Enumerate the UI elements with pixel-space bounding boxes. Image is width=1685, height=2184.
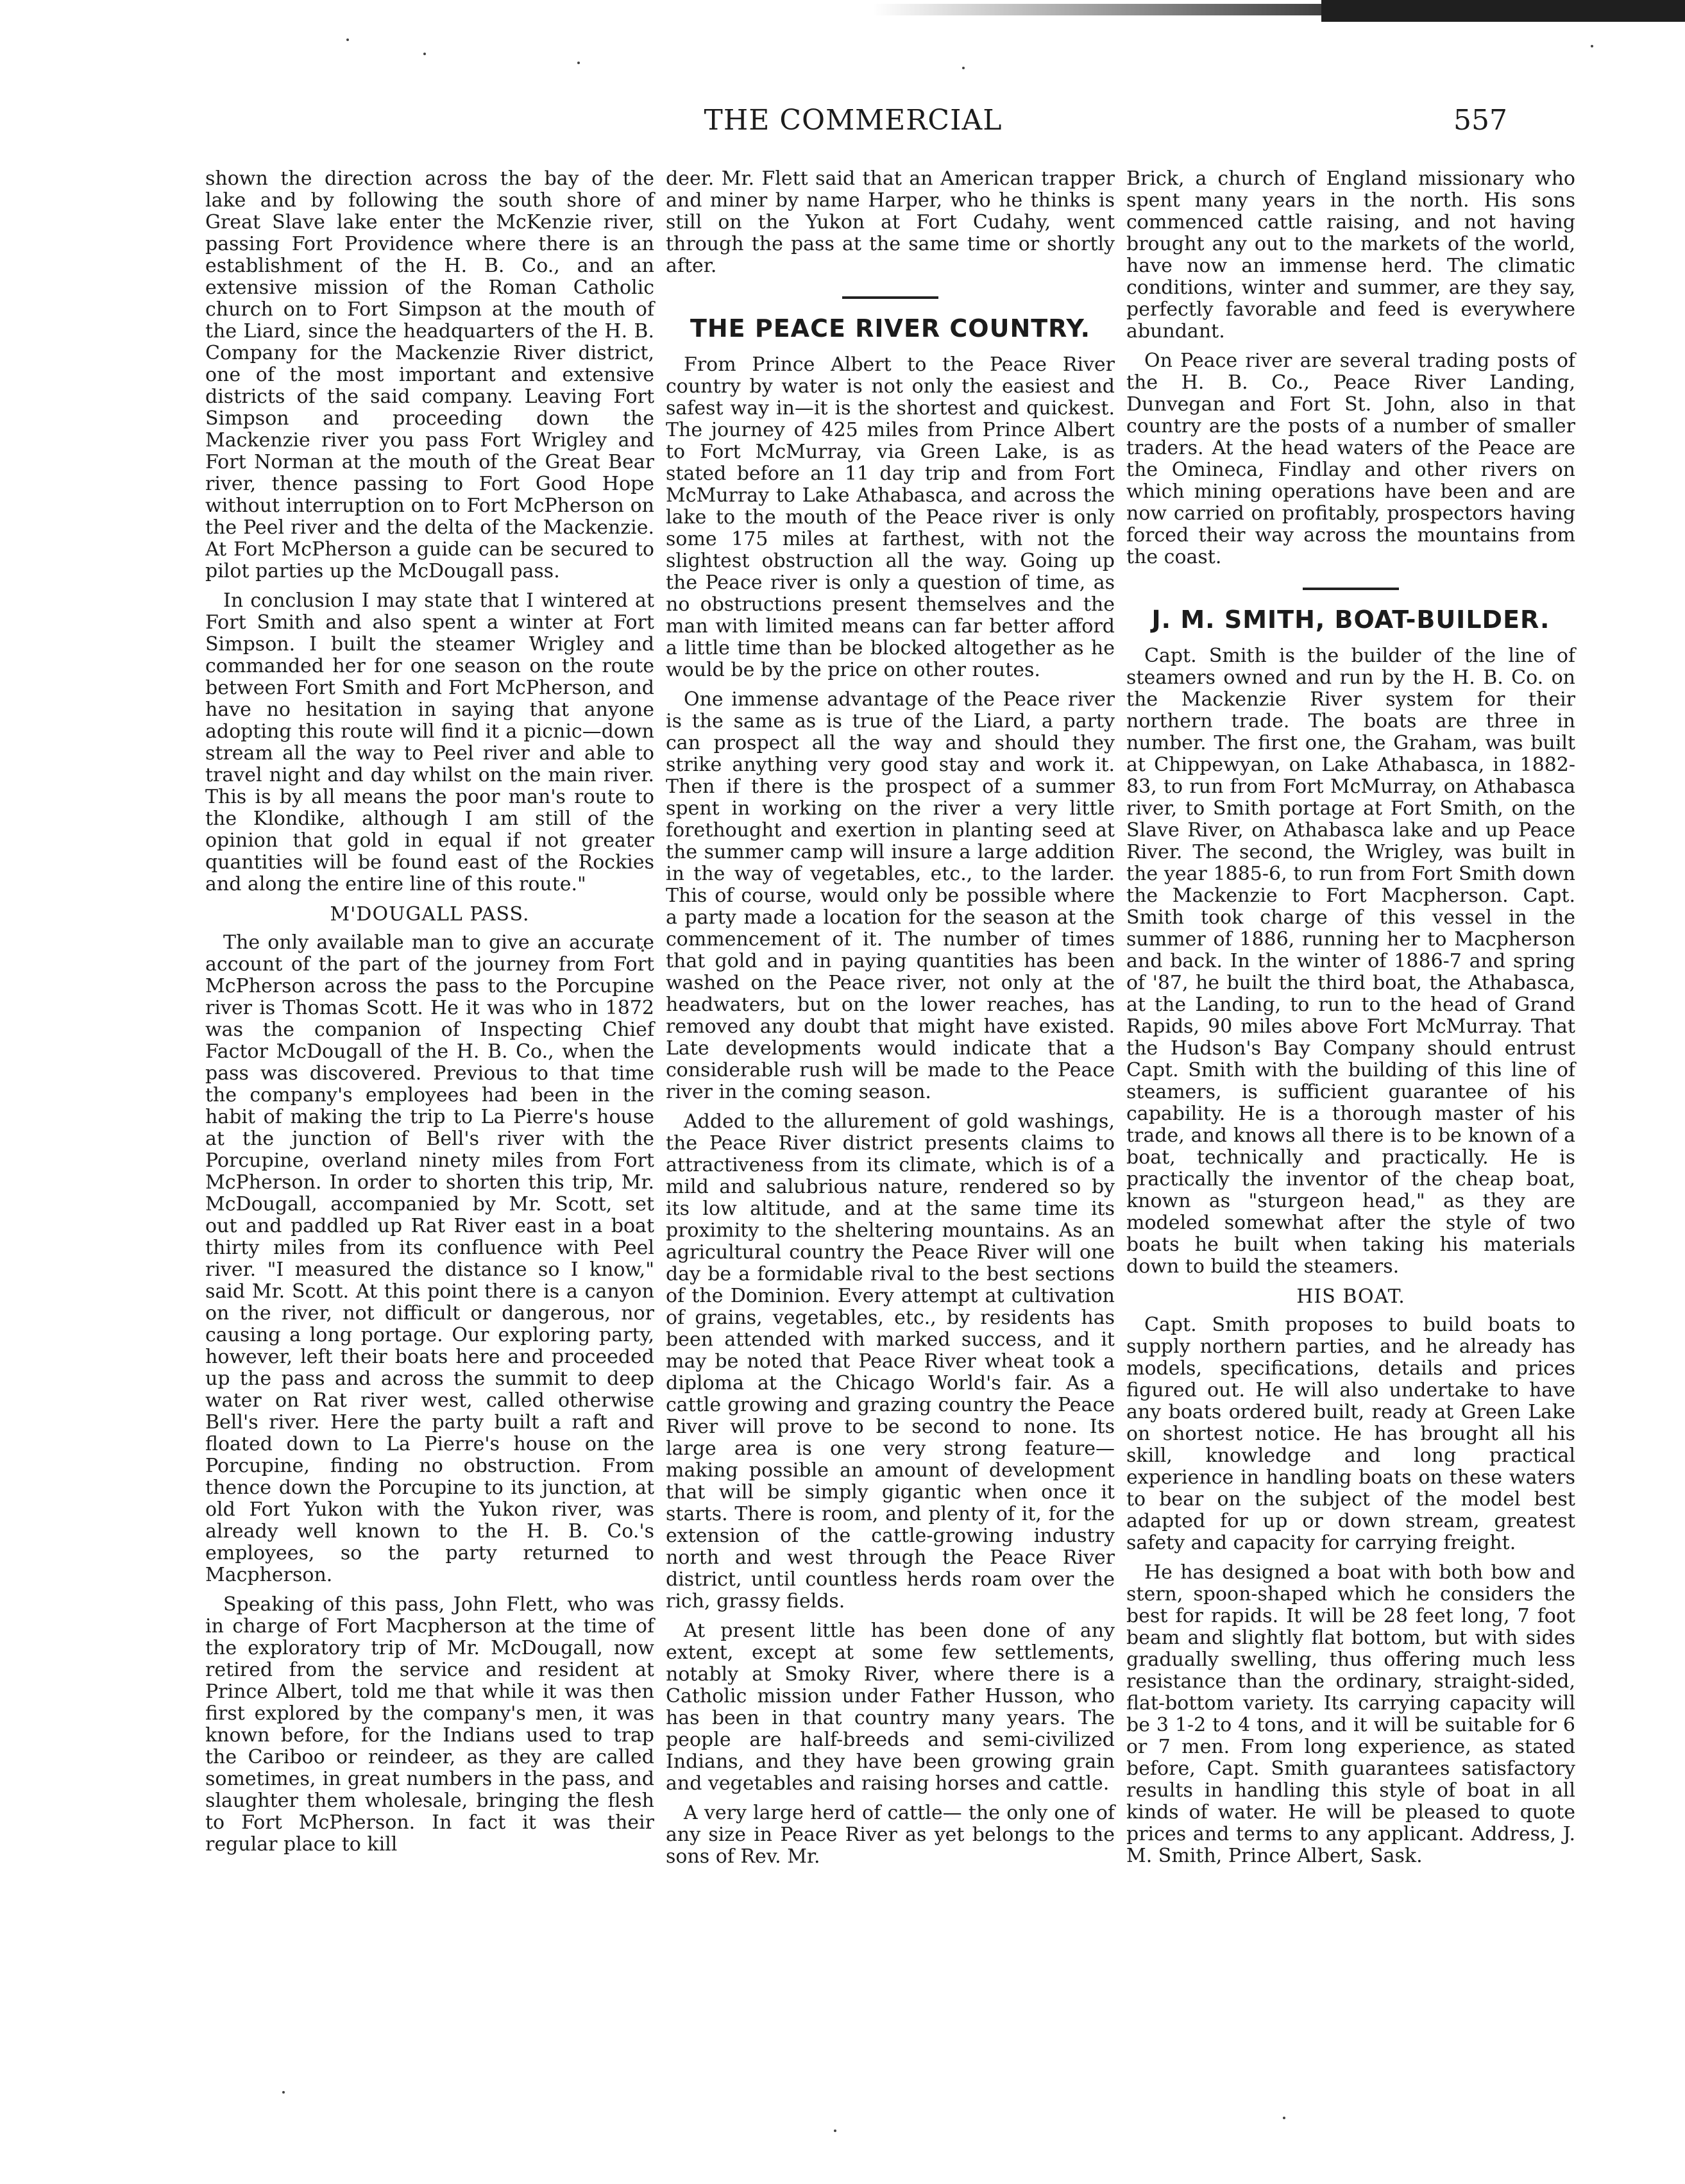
column-3 xyxy=(1126,168,1575,1875)
article-paragraph: Brick, a church of England missionary who spent many years in the north. His sons commenced cattle raising, and not having brought any out to the markets of the world, have now an immense herd. The climatic conditions, winter and summer, are they say, perfectly favorable and feed is everywhere abundant. xyxy=(1126,167,1575,343)
masthead: THE COMMERCIAL xyxy=(704,104,1003,137)
article-paragraph: Capt. Smith proposes to build boats to supply northern parties, and he already has models, specifications, details and prices figured out. He will also undertake to have any boats ordered built, ready at Green Lake on shortest notice. He has brought all his skill, knowledge and long practical experience in handling boats on these waters to bear on the subject of the model best adapted for up or down stream, greatest safety and capacity for carrying freight. xyxy=(1126,1314,1575,1554)
article-heading: J. M. SMITH, BOAT-BUILDER. xyxy=(1151,605,1550,634)
article-paragraph: A very large herd of cattle— the only one of any size in Peace River as yet belongs to the sons of Rev. Mr. xyxy=(666,1802,1115,1868)
article-subheading: HIS BOAT. xyxy=(1296,1285,1405,1308)
scan-speck xyxy=(282,2091,285,2094)
article-paragraph: Added to the allurement of gold washings, the Peace River district presents claims to attractiveness from its climate, which is of a mild and salubrious nature, rendered so by its low altitude, and at the same time its proximity to the sheltering mountains. As an agricultural country the Peace River will one day be a formidable rival to the best sections of the Dominion. Every attempt at cultivation of grains, vegetables, etc., by residents has been attended with marked success, and it may be noted that Peace River wheat took a diploma at the Chicago World's fair. As a cattle growing and grazing country the Peace River will prove to be second to none. Its large area is one very strong feature—making possible an amount of development that will be simply gigantic when once it starts. There is room, and plenty of it, for the extension of the cattle-growing industry north and west through the Peace River district, until countless herds roam over the rich, grassy fields. xyxy=(666,1110,1115,1613)
article-paragraph: shown the direction across the bay of the lake and by following the south shore of Great Slave lake enter the McKenzie river, passing Fort Providence where there is an establishment of the H. B. Co., and an extensive mission of the Roman Catholic church on to Fort Simpson at the mouth of the Liard, since the headquarters of the H. B. Company for the Mackenzie River district, one of the most important and extensive districts of the said company. Leaving Fort Simpson and proceeding down the Mackenzie river you pass Fort Wrigley and Fort Norman at the mouth of the Great Bear river, thence passing to Fort Good Hope without interruption on to Fort McPherson on the Peel river and the delta of the Mackenzie. At Fort McPherson a guide can be secured to pilot parties up the McDougall pass. xyxy=(205,167,654,582)
article-paragraph: Speaking of this pass, John Flett, who was in charge of Fort Macpherson at the time of the exploratory trip of Mr. McDougall, now retired from the service and resident at Prince Albert, told me that while it was then first explored by the company's men, it was known before, for the Indians used to trap the Cariboo or reindeer, as they are called sometimes, in great numbers in the pass, and slaughter them wholesale, bringing the flesh to Fort McPherson. In fact it was their regular place to kill xyxy=(205,1593,654,1856)
scan-edge-bar xyxy=(1321,0,1685,22)
scan-speck xyxy=(962,67,965,69)
article-paragraph: In conclusion I may state that I wintered at Fort Smith and also spent a winter at Fort Simpson. I built the steamer Wrigley and commanded her for one season on the route between Fort Smith and Fort McPherson, and have no hesitation in saying that anyone adopting this route will find it a picnic—down stream all the way to Peel river and able to travel night and day whilst on the main river. This is by all means the poor man's route to the Klondike, although I am still of the opinion that gold in equal if not greater quantities will be found east of the Rockies and along the entire line of this route." xyxy=(205,589,654,895)
article-subheading: M'DOUGALL PASS. xyxy=(330,903,530,926)
scan-speck xyxy=(577,62,580,64)
article-paragraph: On Peace river are several trading posts of the H. B. Co., Peace River Landing, Dunvegan and Fort St. John, also in that country are the posts of a number of smaller traders. At the head waters of the Peace are the Omineca, Findlay and other rivers on which mining operations have been and are now carried on profitably, prospectors having forced their way across the mountains from the coast. xyxy=(1126,350,1575,568)
section-divider xyxy=(842,296,938,299)
column-1 xyxy=(205,168,654,1863)
article-paragraph: Capt. Smith is the builder of the line of steamers owned and run by the H. B. Co. on the Mackenzie River system for their northern trade. The boats are three in number. The first one, the Graham, was built at Chippewyan, on Lake Athabasca, in 1882-83, to run from Fort McMurray, on Athabasca river, to Smith portage at Fort Smith, on the Slave River, on Athabasca lake and up Peace River. The second, the Wrigley, was built in the year 1885-6, to run from Fort Smith down the Mackenzie to Fort Macpherson. Capt. Smith took charge of this vessel in the summer of 1886, running her to Macpherson and back. In the winter of 1886-7 and spring of '87, he built the third boat, the Athabasca, at the Landing, to run to the head of Grand Rapids, 90 miles above Fort McMurray. That the Hudson's Bay Company should entrust Capt. Smith with the building of this line of steamers, is sufficient guarantee of his capability. He is a thorough master of his trade, and knows all there is to be known of a boat, technically and practically. He is practically the inventor of the cheap boat, known as "sturgeon head," as they are modeled somewhat after the style of two boats he built when taking his materials down to build the steamers. xyxy=(1126,645,1575,1278)
article-paragraph: He has designed a boat with both bow and stern, spoon-shaped which he considers the best for rapids. It will be 28 feet long, 7 foot beam and slightly flat bottom, but with sides gradually swelling, thus offering much less resistance than the ordinary, straight-sided, flat-bottom variety. Its carrying capacity will be 3 1-2 to 4 tons, and it will be suitable for 6 or 7 men. From long experience, as stated before, Capt. Smith guarantees satisfactory results in handling this style of boat in all kinds of water. He will be pleased to quote prices and terms to any applicant. Address, J. M. Smith, Prince Albert, Sask. xyxy=(1126,1561,1575,1867)
scan-speck xyxy=(423,53,426,55)
scan-speck xyxy=(834,2129,836,2132)
article-paragraph: One immense advantage of the Peace river is the same as is true of the Liard, a party can prospect all the way and should they strike anything very good stay and work it. Then if there is the prospect of a summer spent in working on the river a very little forethought and exertion in planting seed at the summer camp will insure a large addition in the way of vegetables, etc., to the larder. This of course, would only be possible where a party made a location for the season at the commencement of it. The number of times that gold and in paying quantities has been washed on the Peace river, not only at the headwaters, but on the lower reaches, has removed any doubt that might have existed. Late developments would indicate that a considerable rush will be made to the Peace river in the coming season. xyxy=(666,688,1115,1103)
scan-speck xyxy=(1591,45,1593,47)
page-header xyxy=(0,96,1685,148)
page-number: 557 xyxy=(1453,104,1507,137)
article-paragraph: The only available man to give an accurate account of the part of the journey from Fort McPherson across the pass to the Porcupine river is Thomas Scott. He it was who in 1872 was the companion of Inspecting Chief Factor McDougall of the H. B. Co., when the pass was discovered. Previous to that time the company's employees had been in the habit of making the trip to La Pierre's house at the junction of Bell's river with the Porcupine, overland ninety miles from Fort McPherson. In order to shorten this trip, Mr. McDougall, accompanied by Mr. Scott, set out and paddled up Rat River east in a boat thirty miles from its confluence with Peel river. "I measured the distance so I know," said Mr. Scott. At this point there is a canyon on the river, not difficult or dangerous, nor causing a long portage. Our exploring party, however, left their boats here and proceeded up the pass and across the summit to deep water on Rat river west, called otherwise Bell's river. Here the party built a raft and floated down to La Pierre's house on the Porcupine, finding no obstruction. From thence down the Porcupine to its junction, at old Fort Yukon with the Yukon river, was already well known to the H. B. Co.'s employees, so the party returned to Macpherson. xyxy=(205,931,654,1586)
scan-edge-shadow xyxy=(872,4,1321,15)
column-2 xyxy=(666,168,1115,1875)
scan-speck xyxy=(1283,2117,1285,2119)
section-divider xyxy=(1303,588,1399,590)
scan-speck xyxy=(346,38,349,41)
article-paragraph: At present little has been done of any extent, except at some few settlements, notably at Smoky River, where there is a Catholic mission under Father Husson, who has been in that country many years. The people are half-breeds and semi-civilized Indians, and they have been growing grain and vegetables and raising horses and cattle. xyxy=(666,1620,1115,1795)
article-paragraph: deer. Mr. Flett said that an American trapper and miner by name Harper, who he thinks is still on the Yukon at Fort Cudahy, went through the pass at the same time or shortly after. xyxy=(666,167,1115,277)
article-paragraph: From Prince Albert to the Peace River country by water is not only the easiest and safest way in—it is the shortest and quickest. The journey of 425 miles from Prince Albert to Fort McMurray, via Green Lake, is as stated before an 11 day trip and from Fort McMurray to Lake Athabasca, and across the lake to the mouth of the Peace river is only some 175 miles at farthest, with not the slightest obstruction all the way. Going up the Peace river is only a question of time, as no obstructions present themselves and the man with limited means can far better afford a little time than be blocked altogether as he would be by the price on other routes. xyxy=(666,353,1115,681)
article-heading: THE PEACE RIVER COUNTRY. xyxy=(690,314,1091,343)
